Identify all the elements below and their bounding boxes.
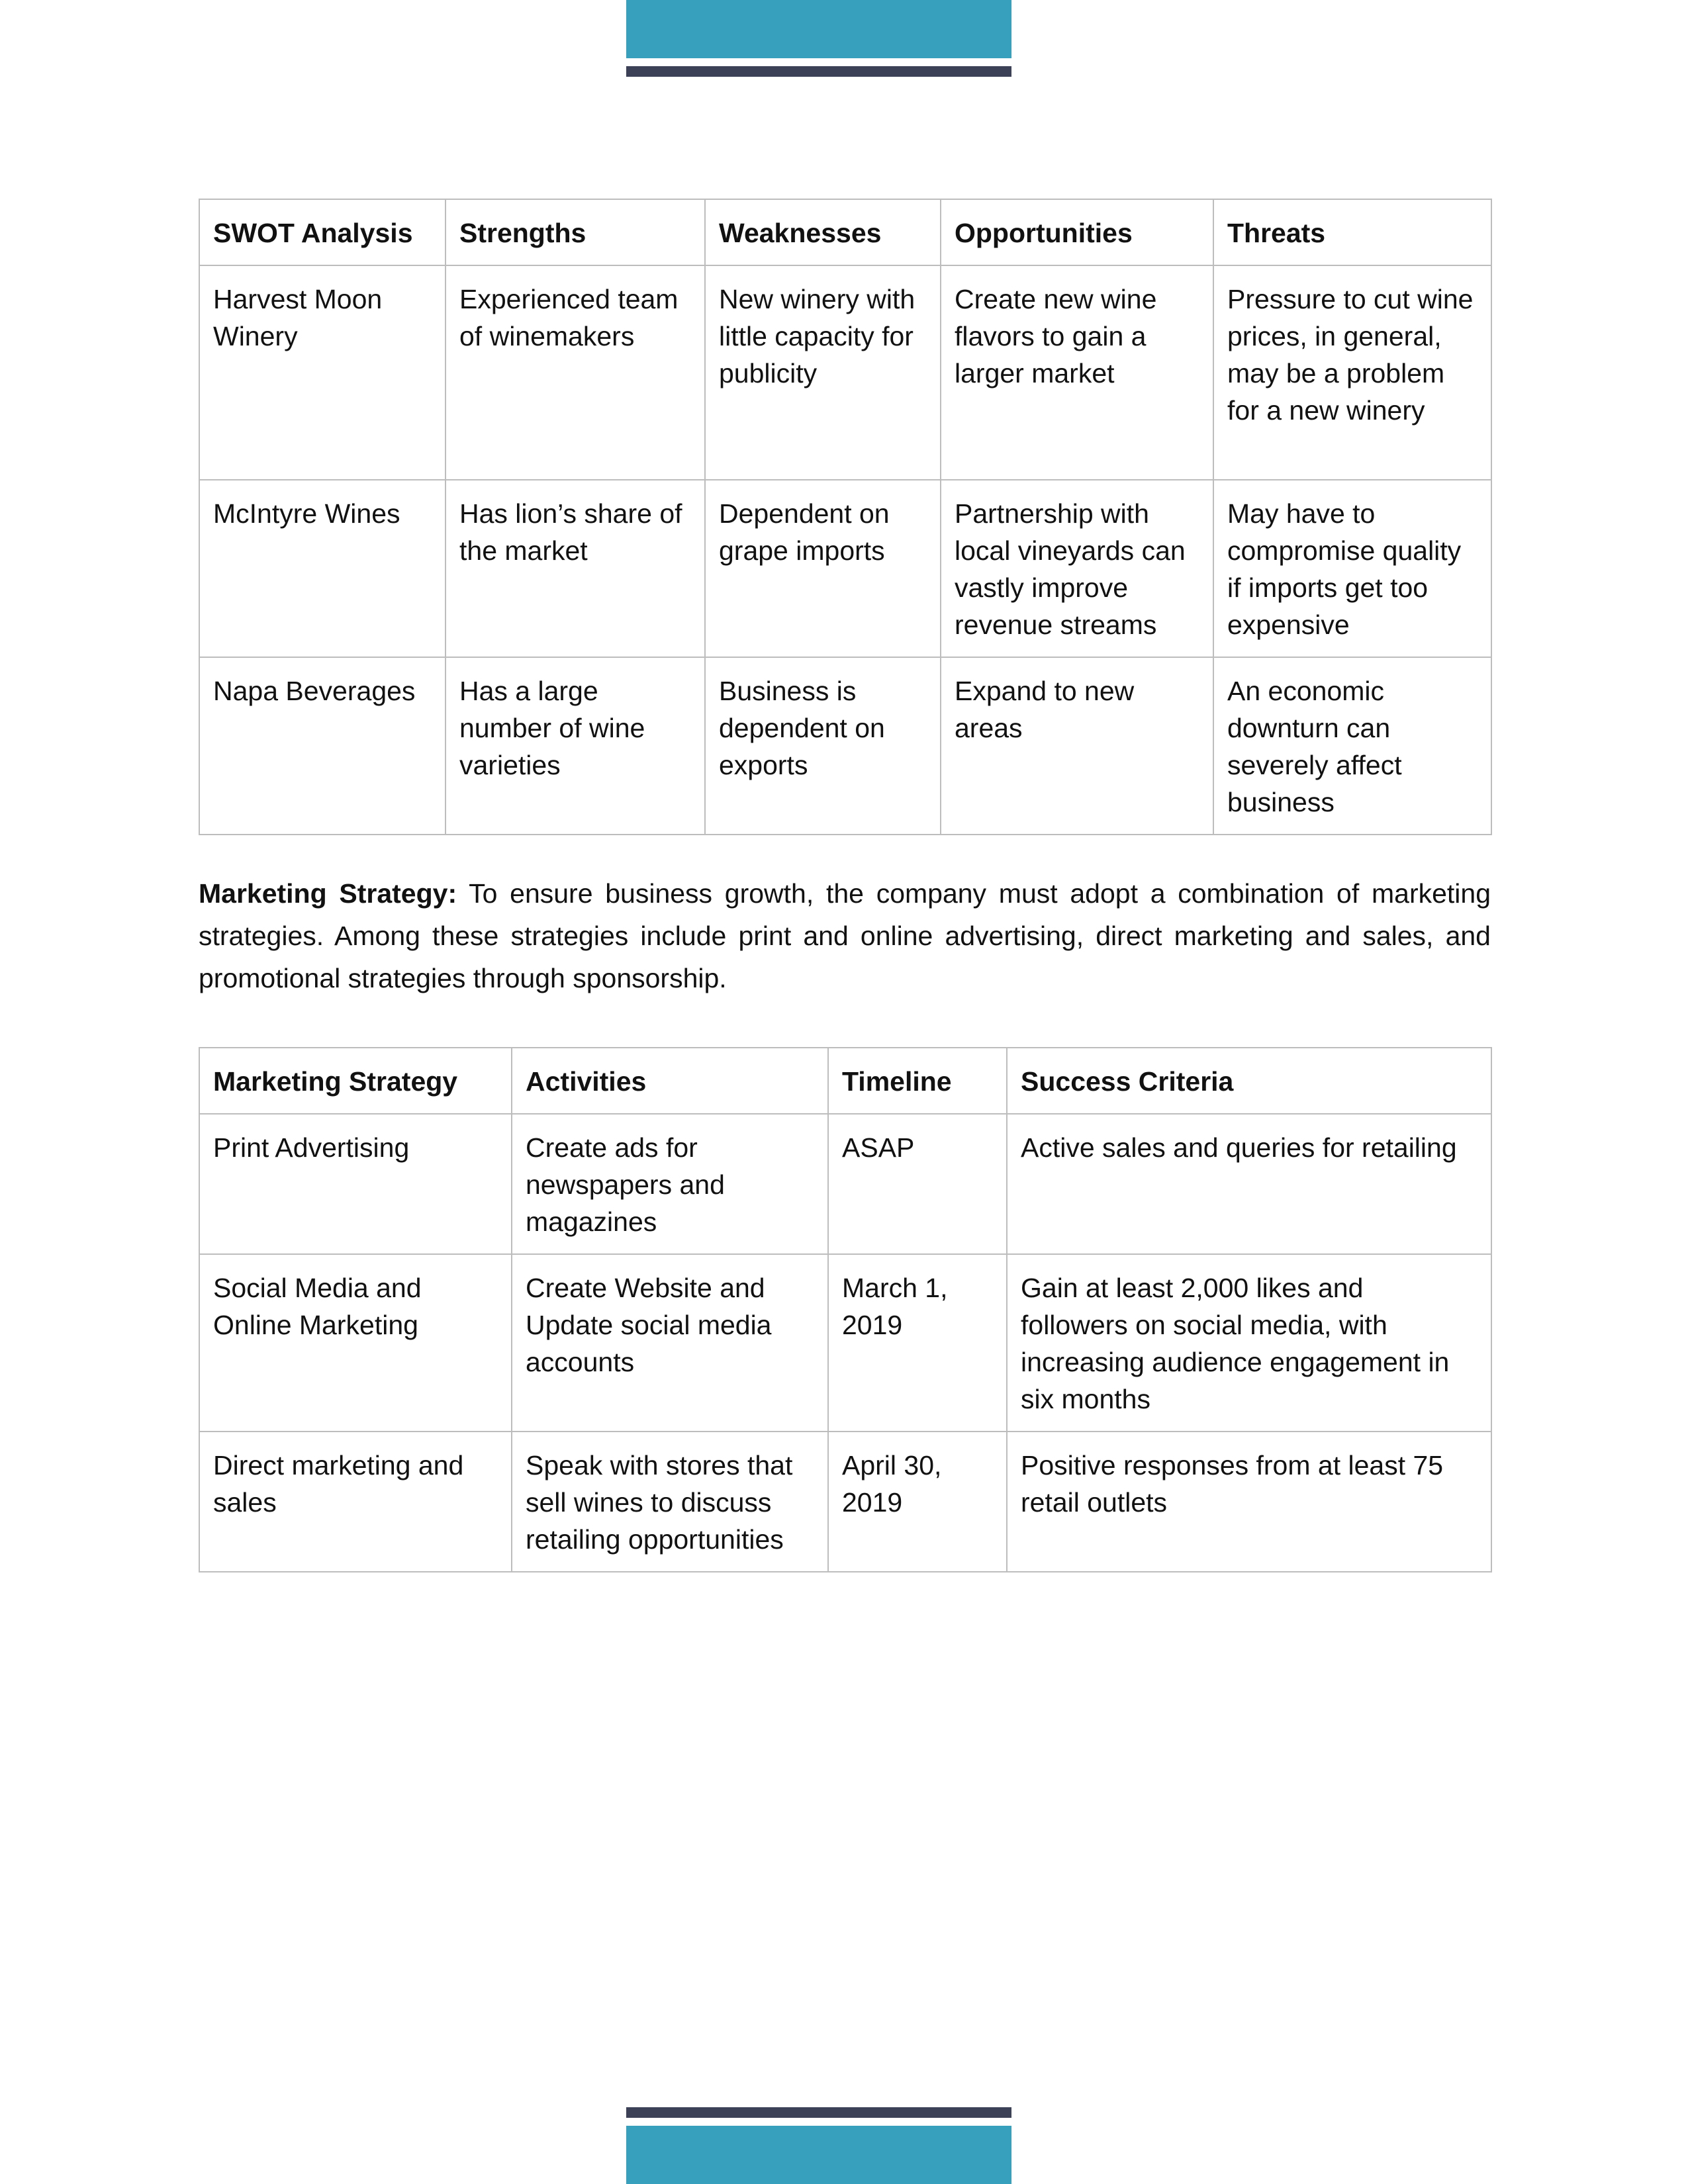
footer-accent-bar	[626, 2126, 1011, 2184]
swot-header-cell: Threats	[1213, 199, 1491, 265]
strategy-timeline-cell: April 30, 2019	[828, 1432, 1007, 1572]
strategy-activities-cell: Create Website and Update social media accounts	[512, 1254, 828, 1432]
strategy-timeline-cell: ASAP	[828, 1114, 1007, 1254]
strategy-criteria-cell: Active sales and queries for retailing	[1007, 1114, 1491, 1254]
strategy-activities-cell: Create ads for newspapers and magazines	[512, 1114, 828, 1254]
strategy-name-cell: Direct marketing and sales	[199, 1432, 512, 1572]
swot-row	[199, 480, 1491, 657]
strategy-criteria-cell: Gain at least 2,000 likes and followers on social media, with increasing audience engagement in six months	[1007, 1254, 1491, 1432]
strategy-header-cell: Marketing Strategy	[199, 1048, 512, 1114]
marketing-strategy-table	[199, 1047, 1492, 1572]
swot-opportunity-cell: Partnership with local vineyards can vastly improve revenue streams	[941, 480, 1213, 657]
swot-company-cell: McIntyre Wines	[199, 480, 445, 657]
strategy-name-cell: Social Media and Online Marketing	[199, 1254, 512, 1432]
swot-header-cell: Weaknesses	[705, 199, 941, 265]
swot-opportunity-cell: Expand to new areas	[941, 657, 1213, 835]
swot-strength-cell: Experienced team of winemakers	[445, 265, 705, 480]
strategy-activities-cell: Speak with stores that sell wines to discuss retailing opportunities	[512, 1432, 828, 1572]
marketing-strategy-paragraph	[199, 872, 1491, 999]
strategy-header-cell: Activities	[512, 1048, 828, 1114]
swot-weakness-cell: Dependent on grape imports	[705, 480, 941, 657]
swot-strength-cell: Has a large number of wine varieties	[445, 657, 705, 835]
swot-threat-cell: May have to compromise quality if imports get too expensive	[1213, 480, 1491, 657]
strategy-row	[199, 1254, 1491, 1432]
swot-weakness-cell: New winery with little capacity for publicity	[705, 265, 941, 480]
swot-row	[199, 657, 1491, 835]
swot-header-row	[199, 199, 1491, 265]
footer-accent-rule	[626, 2107, 1011, 2118]
marketing-strategy-text: To ensure business growth, the company must adopt a combination of marketing strategies. Among these strategies include print and online advertising, direct marketing and sales, and promotional strategies through sponsorship.	[199, 878, 1491, 993]
swot-row	[199, 265, 1491, 480]
swot-threat-cell: Pressure to cut wine prices, in general, may be a problem for a new winery	[1213, 265, 1491, 480]
swot-company-cell: Harvest Moon Winery	[199, 265, 445, 480]
swot-table	[199, 199, 1492, 835]
strategy-timeline-cell: March 1, 2019	[828, 1254, 1007, 1432]
swot-opportunity-cell: Create new wine flavors to gain a larger market	[941, 265, 1213, 480]
swot-strength-cell: Has lion’s share of the market	[445, 480, 705, 657]
header-accent-bar	[626, 0, 1011, 58]
marketing-strategy-lead: Marketing Strategy:	[199, 878, 457, 909]
swot-threat-cell: An economic downturn can severely affect business	[1213, 657, 1491, 835]
swot-header-cell: Opportunities	[941, 199, 1213, 265]
swot-weakness-cell: Business is dependent on exports	[705, 657, 941, 835]
strategy-row	[199, 1432, 1491, 1572]
strategy-criteria-cell: Positive responses from at least 75 retail outlets	[1007, 1432, 1491, 1572]
strategy-header-row	[199, 1048, 1491, 1114]
swot-company-cell: Napa Beverages	[199, 657, 445, 835]
strategy-name-cell: Print Advertising	[199, 1114, 512, 1254]
strategy-row	[199, 1114, 1491, 1254]
strategy-header-cell: Success Criteria	[1007, 1048, 1491, 1114]
swot-header-cell: SWOT Analysis	[199, 199, 445, 265]
strategy-header-cell: Timeline	[828, 1048, 1007, 1114]
header-accent-rule	[626, 66, 1011, 77]
swot-header-cell: Strengths	[445, 199, 705, 265]
